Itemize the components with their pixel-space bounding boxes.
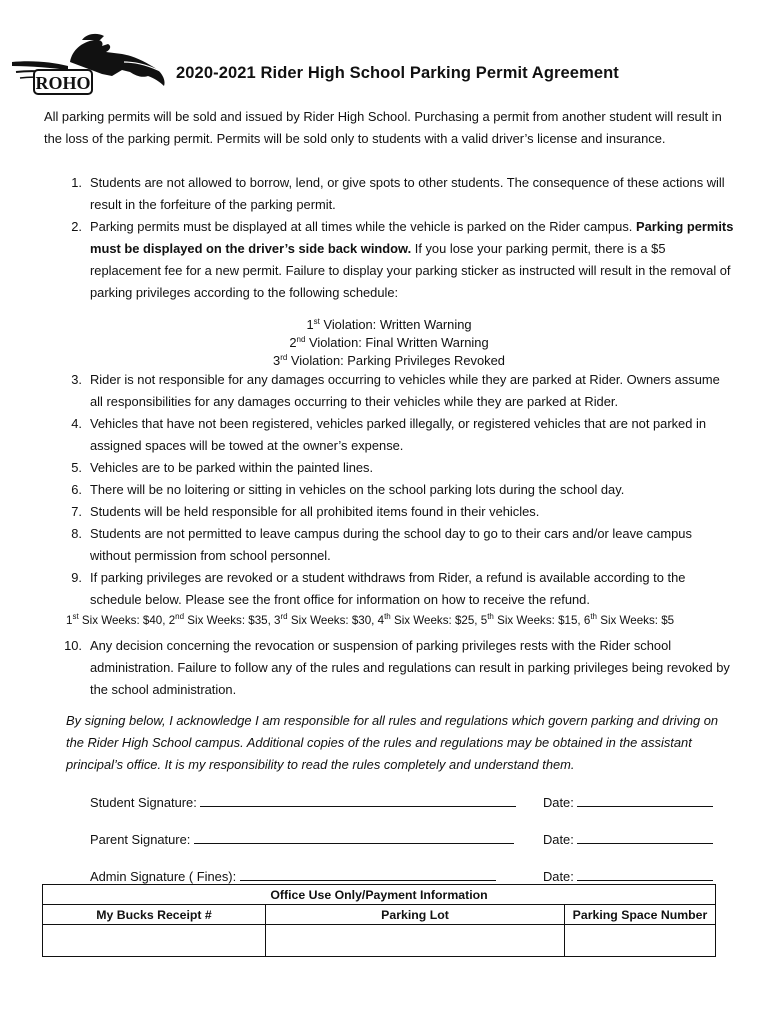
office-use-table <box>42 884 716 957</box>
list-item <box>44 369 734 413</box>
date-label: Date: <box>543 795 574 810</box>
student-date-field[interactable] <box>543 793 713 810</box>
date-label: Date: <box>543 869 574 884</box>
space-number-cell[interactable] <box>565 925 716 957</box>
list-item <box>44 413 734 457</box>
list-text: Any decision concerning the revocation or suspension of parking privileges rests with the Rider school administration. Failure to follow any of the rules and regulations can result in parking privileges being revoked by the school administration. <box>90 638 730 697</box>
list-text: Students are not allowed to borrow, lend, or give spots to other students. The consequence of these actions will result in the forfeiture of the parking permit. <box>90 175 725 212</box>
parent-date-field[interactable] <box>543 830 713 847</box>
admin-signature-label: Admin Signature ( Fines): <box>90 869 237 884</box>
list-text: Students are not permitted to leave campus during the school day to go to their cars and/or leave campus without permission from school personnel. <box>90 526 692 563</box>
list-number: 9. <box>71 570 82 585</box>
list-text-part: Parking permits must be displayed at all times while the vehicle is parked on the Rider campus. <box>90 219 636 234</box>
rules-list-part-1 <box>44 172 734 304</box>
list-text: There will be no loitering or sitting in vehicles on the school parking lots during the school day. <box>90 482 625 497</box>
list-number: 2. <box>71 219 82 234</box>
receipt-cell[interactable] <box>43 925 266 957</box>
date-line[interactable] <box>577 867 713 881</box>
list-item <box>44 567 734 611</box>
intro-paragraph: All parking permits will be sold and issued by Rider High School. Purchasing a permit from another student will result in the loss of the parking permit. Permits will be sold only to students with a valid driver’s license and insurance. <box>44 109 722 146</box>
list-text <box>90 216 734 304</box>
list-text-part: If you lose your parking permit, there is a $5 replacement fee for a new permit. Failure to display your parking sticker as instructed will result in the removal of parking privileges according to the following schedule: <box>90 241 731 300</box>
logo-text: ROHO <box>35 73 91 93</box>
page-title: 2020-2021 Rider High School Parking Permit Agreement <box>176 64 619 82</box>
admin-signature-line[interactable] <box>240 867 496 881</box>
list-item <box>44 216 734 304</box>
list-item <box>44 501 734 523</box>
rules-list-part-3 <box>44 635 734 701</box>
refund-schedule: 1st Six Weeks: $40, 2nd Six Weeks: $35, 3rd Six Weeks: $30, 4th Six Weeks: $25, 5th Six Weeks: $15, 6th Six Weeks: $5 <box>66 612 675 627</box>
parent-signature-line[interactable] <box>194 830 514 844</box>
list-text: Vehicles are to be parked within the painted lines. <box>90 460 374 475</box>
list-number: 10. <box>64 638 82 653</box>
list-item <box>44 457 734 479</box>
school-logo <box>12 32 172 98</box>
violation-schedule <box>44 316 734 370</box>
list-number: 7. <box>71 504 82 519</box>
violation-line: 1st Violation: Written Warning <box>306 317 472 332</box>
parent-signature-label: Parent Signature: <box>90 832 191 847</box>
list-text-bold: Parking permits must be displayed on the driver’s side back window. <box>90 219 734 256</box>
list-number: 3. <box>71 372 82 387</box>
list-item <box>44 635 734 701</box>
list-text: If parking privileges are revoked or a student withdraws from Rider, a refund is available according to the schedule below. Please see the front office for information on how to receive the refund. <box>90 570 686 607</box>
list-item <box>44 479 734 501</box>
student-signature-field[interactable] <box>90 793 516 810</box>
rules-list-part-2 <box>44 369 734 611</box>
list-number: 8. <box>71 526 82 541</box>
list-item <box>44 172 734 216</box>
list-text: Students will be held responsible for all prohibited items found in their vehicles. <box>90 504 540 519</box>
column-header-space-number: Parking Space Number <box>565 905 716 925</box>
violation-line: 2nd Violation: Final Written Warning <box>289 335 489 350</box>
parking-lot-cell[interactable] <box>266 925 565 957</box>
office-use-title: Office Use Only/Payment Information <box>43 885 716 905</box>
list-text: Vehicles that have not been registered, vehicles parked illegally, or registered vehicles that are not parked in assigned spaces will be towed at the owner’s expense. <box>90 416 707 453</box>
date-line[interactable] <box>577 830 713 844</box>
acknowledgement-statement: By signing below, I acknowledge I am responsible for all rules and regulations which govern parking and driving on the Rider High School campus. Additional copies of the rules and regulations may be obtained in the assistant principal’s office. It is my responsibility to read the rules completely and understand them. <box>66 713 719 772</box>
list-number: 6. <box>71 482 82 497</box>
list-number: 1. <box>71 175 82 190</box>
admin-signature-field[interactable] <box>90 867 496 884</box>
admin-date-field[interactable] <box>543 867 713 884</box>
list-number: 5. <box>71 460 82 475</box>
list-number: 4. <box>71 416 82 431</box>
student-signature-line[interactable] <box>200 793 516 807</box>
parent-signature-field[interactable] <box>90 830 514 847</box>
column-header-parking-lot: Parking Lot <box>266 905 565 925</box>
column-header-receipt: My Bucks Receipt # <box>43 905 266 925</box>
list-text: Rider is not responsible for any damages occurring to vehicles while they are parked at Rider. Owners assume all responsibilities for any damages occurring to their vehicles while they are parked at Rider. <box>90 372 720 409</box>
date-line[interactable] <box>577 793 713 807</box>
date-label: Date: <box>543 832 574 847</box>
student-signature-label: Student Signature: <box>90 795 197 810</box>
violation-line: 3rd Violation: Parking Privileges Revoked <box>273 353 505 368</box>
list-item <box>44 523 734 567</box>
